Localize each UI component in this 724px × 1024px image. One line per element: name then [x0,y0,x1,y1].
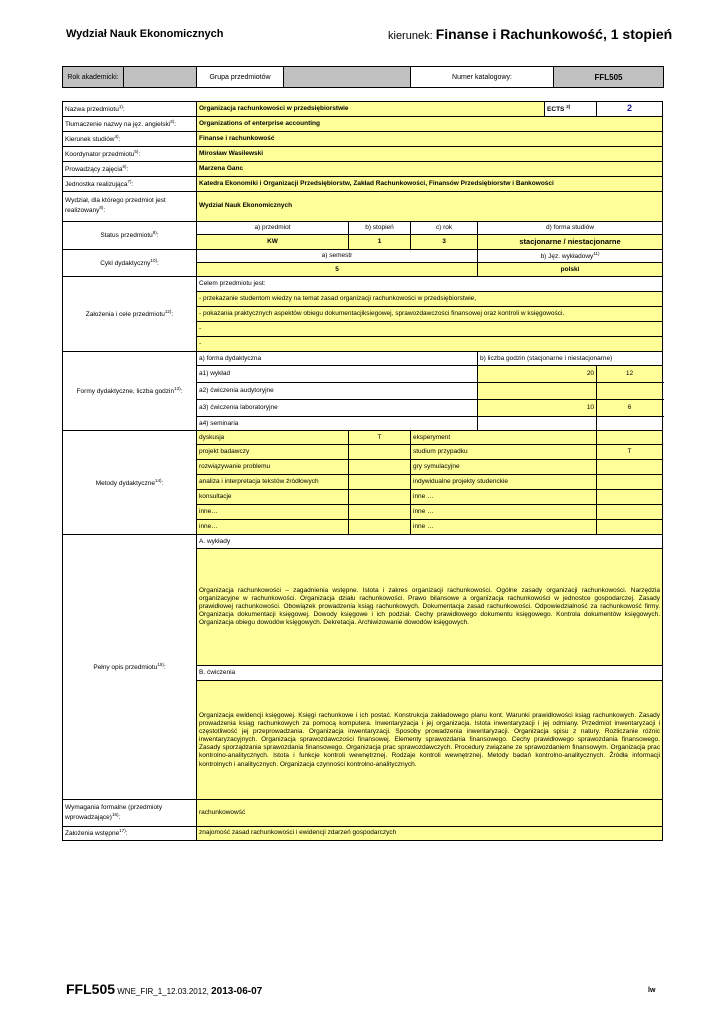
method-left-mark [349,475,411,490]
academic-year-value [124,67,197,87]
coordinator-value: Mirosław Wasilewski [197,147,663,162]
cycle-label: Cykl dydaktyczny$^{10)}$: [63,250,197,277]
ects-label: ECTS $^{2)}$ [545,102,597,117]
method-right: inne … [411,505,597,520]
group-value [284,67,411,87]
form-hours-extramural: 6 [597,400,663,417]
english-name-label: Tłumaczenie nazwy na jęz. angielski$^{3)}$: [63,117,197,132]
row-cycle-headers [63,250,663,263]
method-right: eksperyment [411,431,597,445]
ects-value: 2 [597,102,663,117]
faculty-value: Wydział Nauk Ekonomicznych [197,192,663,222]
method-left-mark [349,490,411,505]
direction-label: Kierunek studiów$^{4)}$: [63,132,197,147]
footer [66,981,262,997]
form-hours-stationary [478,417,597,431]
status-header-level: b) stopień [349,222,411,235]
method-left: rozwiązywanie problemu [197,460,349,475]
method-right: inne … [411,520,597,535]
form-hours-extramural [597,383,663,400]
method-right-mark [597,460,663,475]
form-hours-extramural: 12 [597,366,663,383]
requirements-value: rachunkowowść [197,800,663,827]
coordinator-label: Koordynator przedmiotu$^{5)}$: [63,147,197,162]
row-prerequisites [63,827,663,840]
method-left: konsultacje [197,490,349,505]
direction-header-value: Finanse i Rachunkowość, 1 stopień [435,26,673,42]
method-left-mark [349,445,411,460]
form-name: a1) wykład [197,366,478,383]
method-left-mark [349,460,411,475]
status-value-subject: KW [197,235,349,250]
row-unit [63,177,663,192]
method-right: inne … [411,490,597,505]
status-header-year: c) rok [411,222,478,235]
row-lecture-heading [63,535,663,549]
method-right-mark [597,475,663,490]
goal-item: - [197,337,663,352]
requirements-label: Wymagania formalne (przedmioty wprowadzające)$^{16)}$: [63,800,197,827]
row-coordinator [63,147,663,162]
methods-label: Metody dydaktyczne$^{14)}$: [63,431,197,535]
subject-name-label: Nazwa przedmiotu$^{1)}$: [63,102,197,117]
status-value-form: stacjonarne / niestacjonarne [478,235,663,250]
method-right: studium przypadku [411,445,597,460]
status-label: Status przedmiotu$^{9)}$: [63,222,197,250]
method-right-mark [597,520,663,535]
goal-item: - [197,322,663,337]
method-left-mark [349,520,411,535]
language-value: polski [478,263,663,277]
unit-value: Katedra Ekonomiki i Organizacji Przedsiębiorstw, Zakład Rachunkowości, Finansów Przedsiębiorstw i Bankowości [197,177,663,192]
form-name: a4) seminaria [197,417,478,431]
goal-item: - przekazanie studentom wiedzy na temat zasad organizacji rachunkowości w przedsiębiorstwie, [197,292,663,307]
form-hours-stationary: 20 [478,366,597,383]
subject-name-value: Organizacja rachunkowości w przedsiębiorstwie [197,102,545,117]
method-left: inne… [197,520,349,535]
prerequisites-label: Założenia wstępne$^{17)}$: [63,827,197,840]
goals-intro: Celem przedmiotu jest: [197,277,663,292]
status-header-subject: a) przedmiot [197,222,349,235]
description-label: Pełny opis przedmiotu$^{15)}$: [63,535,197,800]
semester-value: 5 [197,263,478,277]
direction-header [388,26,672,42]
form-hours-stationary [478,383,597,400]
exercise-text: Organizacja ewidencji księgowej. Księgi rachunkowe i ich postać. Konstrukcja zakładowego planu kont. Warunki prawidłowości ksiąg rachunkowych. Zasady prowadzenia ksiąg rachunkowych za pomocą komputera. Inwentaryzacja i jej organizacja. Istota inwentaryzacji i jej odmiany. Przedmiot inwentaryzacji i częstotliwość jej przeprowadzania. Organizacja inwentaryzacji. Sposoby prowadzenia inwentaryzacji. Organizacja spisu z natury. Rozliczanie różnic inwentaryzacyjnych. Organizacja sprawozdawczości finansowej. Elementy sprawozdania finansowego. Cechy prawidłowego sprawozdania finansowego. Zasady sporządzania sprawozdania finansowego. Organizacja prac sprawozdawczych. Procedury związane ze sprawozdaniem finansowym. Organizacja prac kontrolno-analitycznych. Istota i funkcje kontroli wewnętrznej. Rodzaje kontroli wewnętrznej. Metody badań kontrolno-analitycznych. Źródła informacji kontrolnych i analitycznych. Organizacja czynności kontrolno-analitycznych. [197,681,663,800]
row-status-headers [63,222,663,235]
row-english-name [63,117,663,132]
method-left-mark: T [349,431,411,445]
footer-date: 2013-06-07 [211,986,263,997]
english-name-value: Organizations of enterprise accounting [197,117,663,132]
lecture-heading: A. wykłady [197,535,663,549]
form-name: a3) ćwiczenia laboratoryjne [197,400,478,417]
faculty-title: Wydział Nauk Ekonomicznych [66,28,224,40]
row-subject-name [63,102,663,117]
method-left: dyskusja [197,431,349,445]
row-direction [63,132,663,147]
form-hours-extramural [597,417,663,431]
language-label: b) Jęz. wykładowy$^{11)}$ [478,250,663,263]
exercise-heading: B. ćwiczenia [197,666,663,681]
catalog-value: FFL505 [594,72,623,82]
footer-code: FFL505 [66,981,116,997]
row-method-1 [63,431,663,445]
row-forms-header [63,352,663,366]
row-teacher [63,162,663,177]
prerequisites-value: znajomość zasad rachunkowości i ewidencji zdarzeń gospodarczych [197,827,663,840]
catalog-label: Numer katalogowy: [411,67,554,87]
method-left: analiza i interpretacja tekstów źródłowych [197,475,349,490]
lecture-text: Organizacja rachunkowości – zagadnienia wstępne. Istota i zakres organizacji rachunkowości. Ogólne zasady organizacji rachunkowości. Narzędzia organizacyjne w rachunkowości. Organizacja działu rachunkowości. Prawo bilansowe a organizacja rachunkowości w jednostce gospodarczej. Zasady prawidłowej rachunkowości. Obowiązek prowadzenia ksiąg rachunkowych. Dokumentacja zasad rachunkowości. Odpowiedzialność za rachunkowość firmy. Organizacja dokumentacji księgowej. Dowody księgowe i ich podział. Cechy prawidłowego dokumentu księgowego. Kontrola dokumentów księgowych. Organizacja obiegu dowodów księgowych. Dekretacja. Archiwizowanie dowodów księgowych. [197,549,663,666]
syllabus-table [62,101,663,841]
faculty-label: Wydział, dla którego przedmiot jest realizowany$^{8)}$: [63,192,197,222]
direction-value: Finanse i rachunkowość [197,132,663,147]
direction-header-label: kierunek: [388,30,433,42]
row-faculty [63,192,663,222]
footer-doc-id: WNE_FIR_1_12.03.2012, [117,987,209,996]
teacher-value: Marzena Ganc [197,162,663,177]
teacher-label: Prowadzący zajęcia$^{6)}$: [63,162,197,177]
goals-label: Założenia i cele przedmiotu$^{12)}$: [63,277,197,352]
method-right-mark: T [597,445,663,460]
unit-label: Jednostka realizująca$^{7)}$: [63,177,197,192]
method-right-mark [597,505,663,520]
method-left: inne… [197,505,349,520]
method-right-mark [597,431,663,445]
catalog-bar [62,66,664,88]
forms-label: Formy dydaktyczne, liczba godzin$^{13)}$: [63,352,197,431]
academic-year-label: Rok akademicki: [63,67,124,87]
method-right-mark [597,490,663,505]
status-value-level: 1 [349,235,411,250]
row-requirements [63,800,663,827]
row-goals-intro [63,277,663,292]
hours-header: b) liczba godzin (stacjonarne i niestacjonarne) [478,352,663,366]
method-right: gry symulacyjne [411,460,597,475]
method-right: indywidualne projekty studenckie [411,475,597,490]
status-header-form: d) forma studiów [478,222,663,235]
method-left-mark [349,505,411,520]
forms-header: a) forma dydaktyczna [197,352,478,366]
method-left: projekt badawczy [197,445,349,460]
form-name: a2) ćwiczenia audytoryjne [197,383,478,400]
semester-label: a) semestr [197,250,478,263]
group-label: Grupa przedmiotów [197,67,284,87]
goal-item: - pokazania praktycznych aspektów obiegu dokumentacjiksiegowej, sprawozdawczości finansowej oraz kontroli w księgowości. [197,307,663,322]
form-hours-stationary: 10 [478,400,597,417]
footer-initials: lw [648,987,656,994]
status-value-year: 3 [411,235,478,250]
